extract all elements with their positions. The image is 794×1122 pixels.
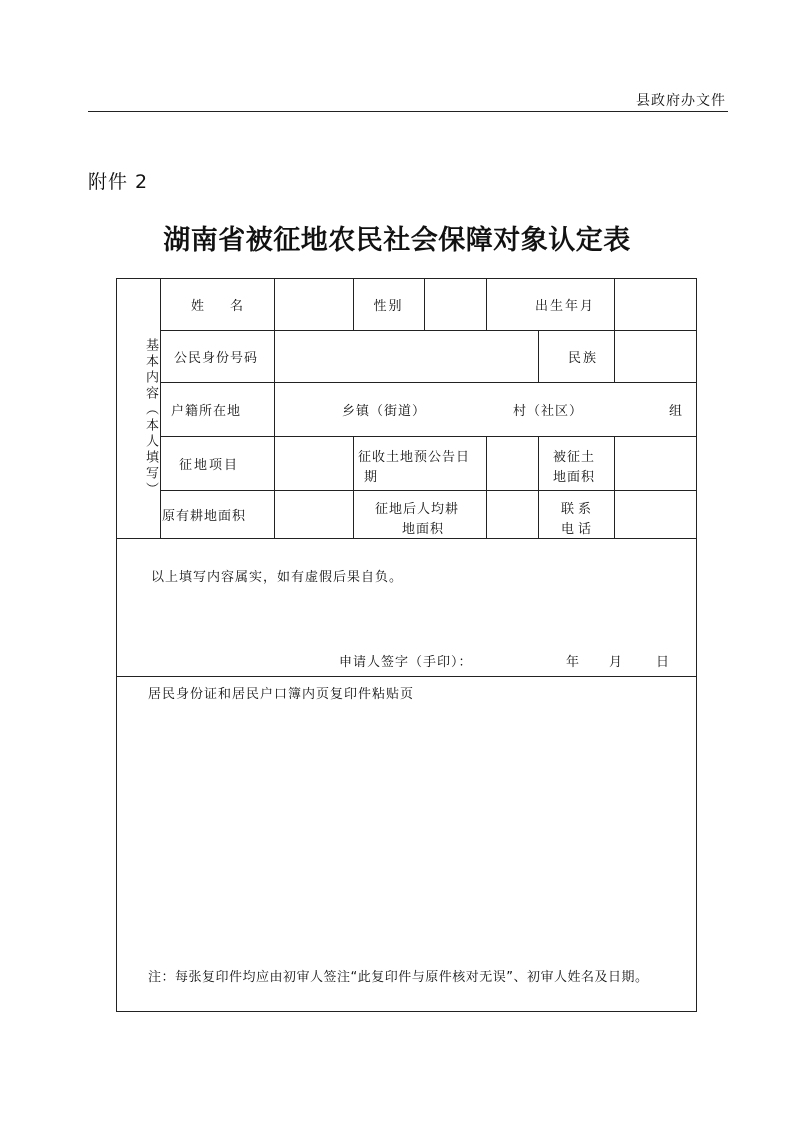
- original-area-label: 原有耕地面积: [162, 508, 247, 524]
- expropriated-area-input-cell[interactable]: [614, 436, 697, 490]
- birth-month-input-cell[interactable]: [614, 278, 697, 330]
- land-project-input-cell[interactable]: [274, 436, 353, 490]
- ethnicity-label: 民族: [567, 350, 598, 366]
- village-label: 村（社区）: [513, 403, 584, 419]
- name-label: 姓 名: [190, 298, 243, 314]
- land-project-label: 征地项目: [179, 457, 240, 473]
- notice-date-label-line2: 期: [364, 470, 379, 485]
- attachment-label: 附件 2: [88, 171, 149, 193]
- copy-attachment-label: 居民身份证和居民户口簿内页复印件粘贴页: [148, 687, 415, 702]
- phone-label-line1: 联系: [561, 502, 596, 517]
- per-capita-after-label-line1: 征地后人均耕: [375, 502, 460, 517]
- expropriated-area-label-line1: 被征土: [553, 450, 596, 465]
- name-input-cell[interactable]: [274, 278, 353, 330]
- signature-day: 日: [656, 655, 671, 670]
- phone-input-cell[interactable]: [614, 490, 697, 538]
- page-title: 湖南省被征地农民社会保障对象认定表: [163, 225, 631, 256]
- grid-line: [116, 538, 697, 539]
- header-doc-source: 县政府办文件: [636, 93, 726, 109]
- grid-line: [353, 436, 354, 538]
- township-label: 乡镇（街道）: [342, 403, 427, 419]
- signature-year: 年: [566, 655, 581, 670]
- grid-line: [538, 436, 539, 538]
- group-label: 组: [669, 403, 685, 419]
- phone-label-line2: 电话: [561, 522, 596, 537]
- birth-month-label: 出生年月: [534, 298, 595, 314]
- grid-line: [116, 676, 697, 677]
- per-capita-after-input-cell[interactable]: [486, 490, 538, 538]
- original-area-input-cell[interactable]: [274, 490, 353, 538]
- copy-paste-area[interactable]: [118, 705, 695, 955]
- per-capita-after-label-line2: 地面积: [402, 522, 445, 537]
- gender-input-cell[interactable]: [424, 278, 486, 330]
- gender-label: 性别: [373, 298, 404, 314]
- id-number-label: 公民身份号码: [174, 350, 259, 366]
- declaration-statement: 以上填写内容属实，如有虚假后果自负。: [151, 570, 404, 585]
- signature-month: 月: [609, 655, 624, 670]
- notice-date-label-line1: 征收土地预公告日: [358, 450, 471, 465]
- signature-input-cell[interactable]: [480, 640, 560, 670]
- id-number-input-cell[interactable]: [274, 330, 538, 382]
- header-divider: [88, 111, 728, 112]
- household-location-label: 户籍所在地: [171, 403, 242, 419]
- ethnicity-input-cell[interactable]: [614, 330, 697, 382]
- grid-line: [274, 382, 275, 436]
- expropriated-area-label-line2: 地面积: [553, 470, 596, 485]
- notice-date-input-cell[interactable]: [486, 436, 538, 490]
- section-label-basic-info: 基本内容（本人填写）: [143, 338, 158, 498]
- copy-attachment-note: 注：每张复印件均应由初审人签注“此复印件与原件核对无误”、初审人姓名及日期。: [148, 970, 649, 985]
- signature-label: 申请人签字（手印）：: [339, 655, 473, 670]
